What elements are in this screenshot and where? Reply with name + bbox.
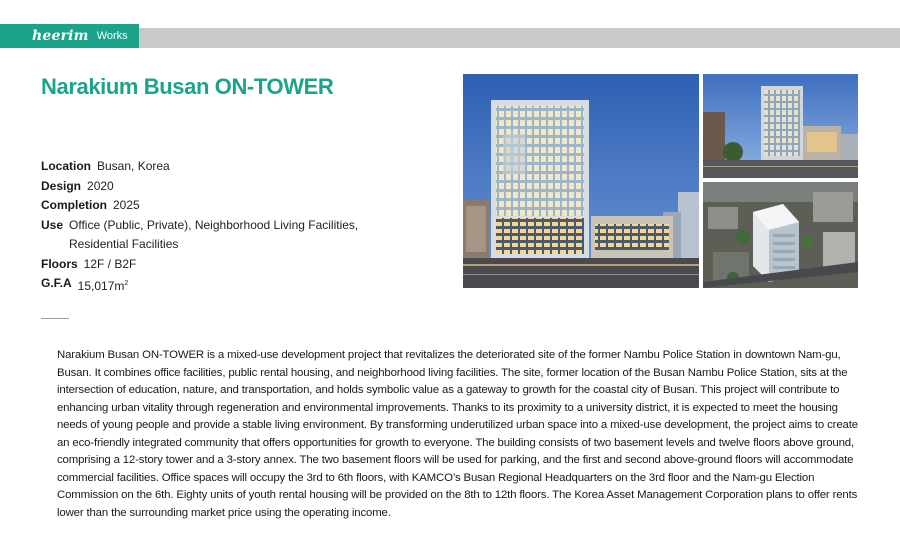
photo-street-view xyxy=(703,74,858,178)
fact-design xyxy=(41,177,369,197)
fact-location xyxy=(41,157,369,177)
brand-tab xyxy=(0,24,139,48)
brand-logo: heerim xyxy=(32,28,89,44)
gfa-unit-exponent: 2 xyxy=(124,280,129,287)
fact-completion xyxy=(41,196,369,216)
fact-use xyxy=(41,216,369,255)
fact-label: Location xyxy=(41,159,91,173)
fact-label: Design xyxy=(41,178,82,193)
photo-tower-dusk xyxy=(463,74,699,288)
fact-value: 12F / B2F xyxy=(83,256,137,271)
fact-value: 2020 xyxy=(87,178,114,193)
fact-value: 2025 xyxy=(113,198,140,212)
gfa-value: 15,017m xyxy=(77,279,125,293)
fact-label: Floors xyxy=(41,256,78,271)
fact-label: Completion xyxy=(41,198,107,212)
page-title: Narakium Busan ON-TOWER xyxy=(41,74,334,99)
photo-aerial-view xyxy=(703,182,858,288)
project-description: Narakium Busan ON-TOWER is a mixed-use development project that revitalizes the deteriorated site of the former Nambu Police Station in downtown Nam-gu, Busan. It combines office facilities, public rental housing, and neighborhood living facilities. The site, former location of the Busan Nambu Police Station, sits at the intersection of education, nature, and transportation, and holds symbolic value as a gateway to growth for the coastal city of Busan. This project will contribute to enhancing urban vitality through regeneration and environmental improvements. Thanks to its proximity to a university district, it is expected to meet the housing needs of young people and provide a stable living environment. By transforming underutilized urban space into a mixed-use development, the project aims to create an eco-friendly integrated community that offers opportunities for growth to everyone. The building consists of two basement levels and twelve floors above ground, comprising a 12-story tower and a 3-story annex. The two basement floors will be used for parking, and the first and second above-ground floors will accommodate commercial facilities. Office spaces will occupy the 3rd to 6th floors, with KAMCO’s Busan Regional Headquarters on the 3rd floor and the Nam-gu Election Commission on the 6th. Eighty units of youth rental housing will be provided on the 8th to 12th floors. The Korea Asset Management Corporation plans to offer rents lower than the surrounding market price using the operating income. xyxy=(57,349,858,519)
section-label: Works xyxy=(96,30,128,42)
project-facts xyxy=(41,157,369,297)
divider xyxy=(41,318,69,319)
fact-value: Busan, Korea xyxy=(97,159,170,173)
fact-floors xyxy=(41,255,369,275)
fact-label: Use xyxy=(41,217,64,232)
fact-value xyxy=(78,274,129,297)
fact-value: Office (Public, Private), Neighborhood Living Facilities, Residential Facilities xyxy=(69,217,359,251)
fact-label: G.F.A xyxy=(41,276,72,290)
fact-gfa xyxy=(41,274,369,297)
